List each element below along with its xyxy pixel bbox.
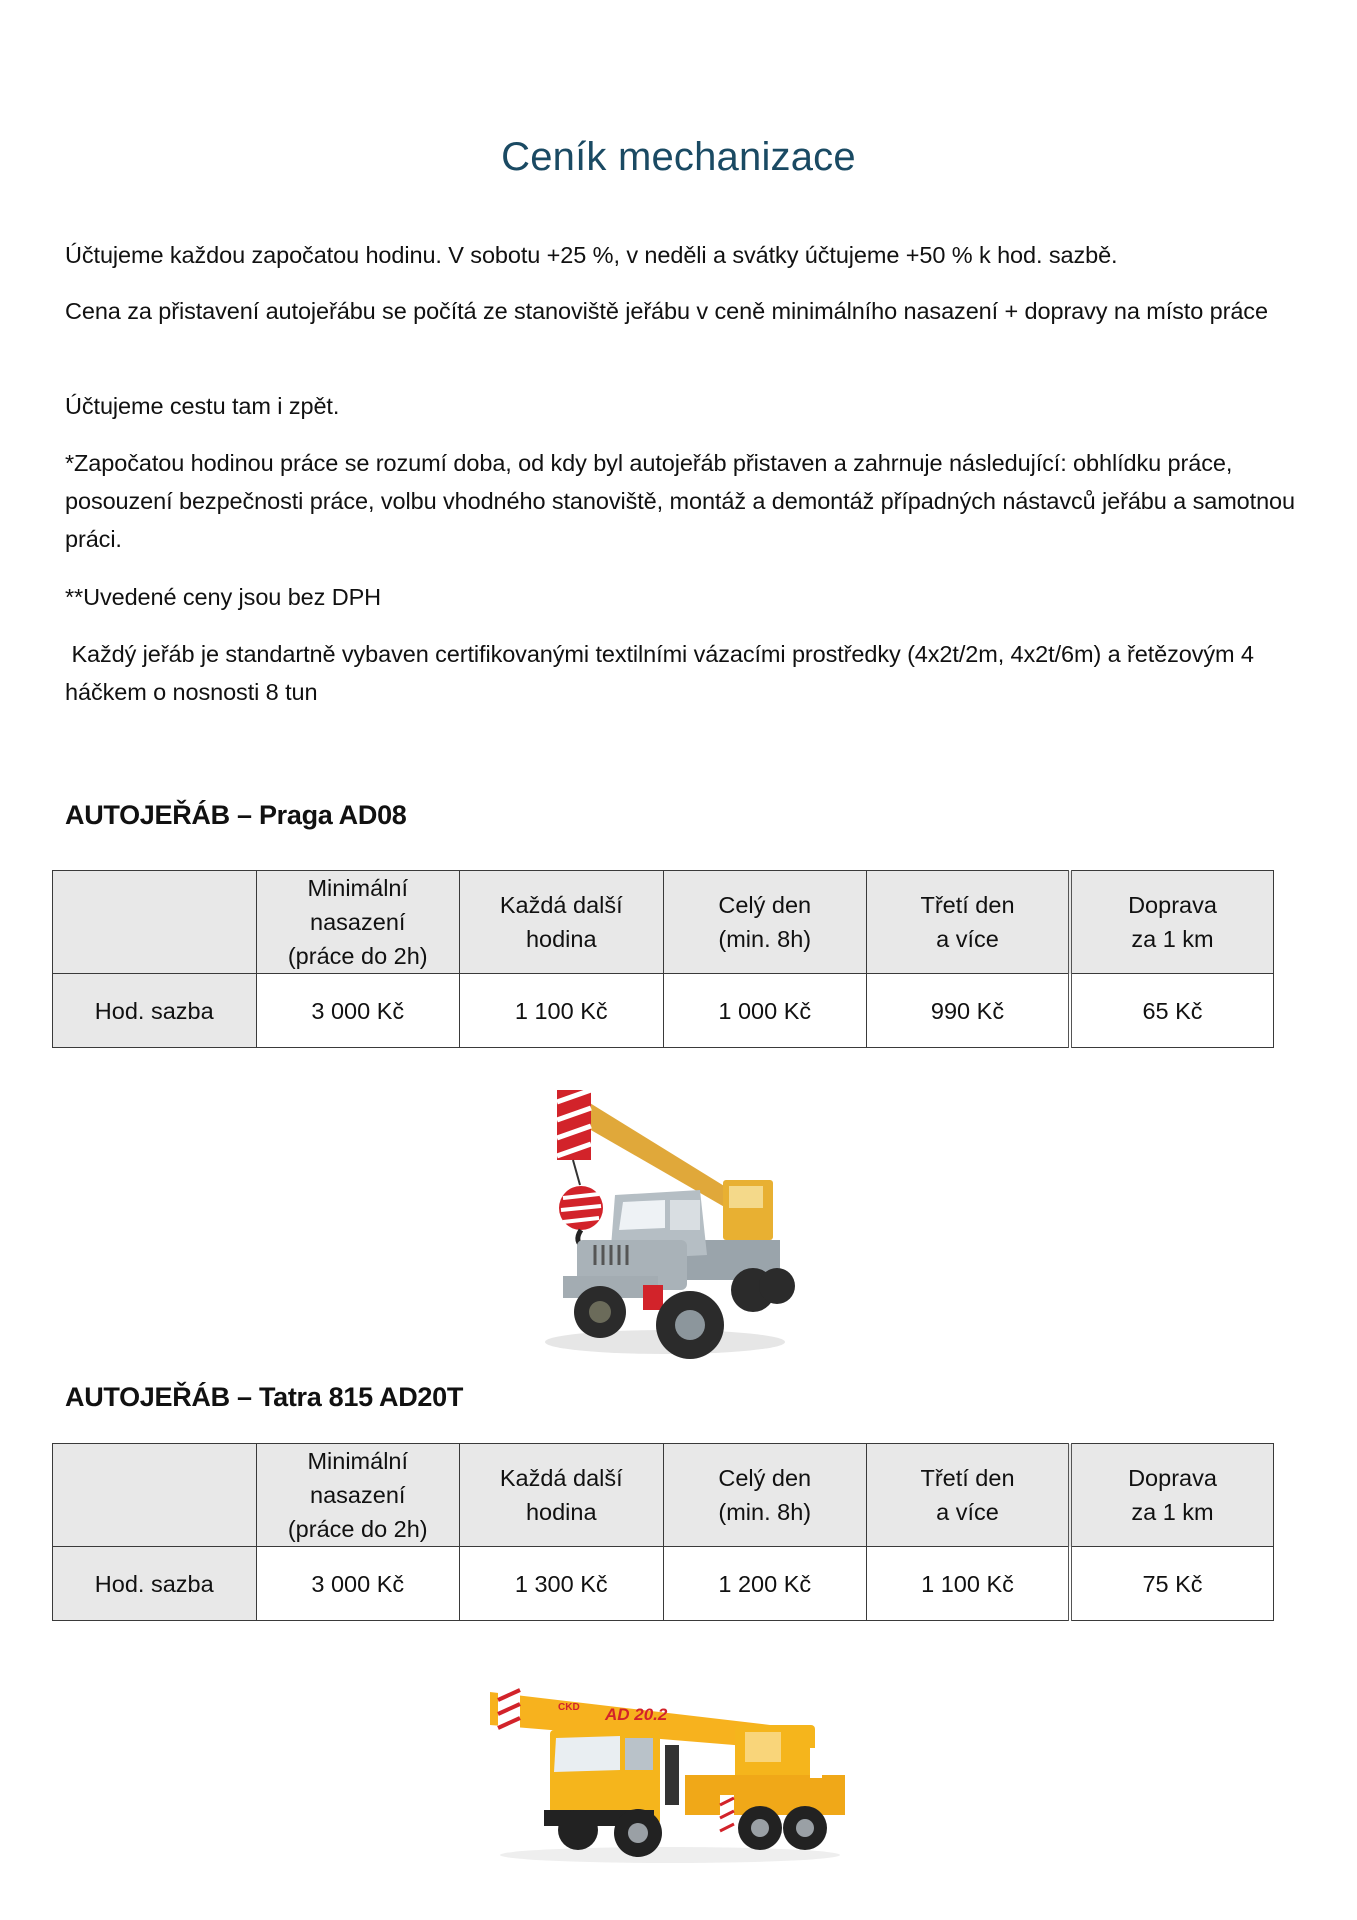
header-cell-empty <box>53 1444 257 1547</box>
exhaust-stack <box>665 1745 679 1805</box>
table-row <box>53 1547 1274 1621</box>
side-window <box>625 1738 653 1770</box>
header-cell-minimum: Minimální nasazení (práce do 2h) <box>256 1444 460 1547</box>
windshield <box>619 1200 665 1230</box>
price-third-day: 1 100 Kč <box>867 1547 1071 1621</box>
section-heading-tatra: AUTOJEŘÁB – Tatra 815 AD20T <box>65 1382 464 1412</box>
front-wheel-left <box>558 1810 598 1850</box>
price-full-day: 1 200 Kč <box>663 1547 867 1621</box>
header-cell-transport: Doprava za 1 km <box>1070 871 1274 974</box>
price-extra-hour: 1 100 Kč <box>460 974 664 1048</box>
section-heading-praga: AUTOJEŘÁB – Praga AD08 <box>65 800 407 830</box>
windshield <box>554 1736 620 1772</box>
header-cell-empty <box>53 871 257 974</box>
paragraph-round-trip: Účtujeme cestu tam i zpět. <box>65 393 340 419</box>
praga-crane-illustration <box>515 1080 795 1370</box>
header-cell-third-day: Třetí den a více <box>867 1444 1071 1547</box>
header-cell-full-day: Celý den (min. 8h) <box>663 871 867 974</box>
header-cell-third-day: Třetí den a více <box>867 871 1071 974</box>
tatra-crane-illustration <box>470 1670 860 1870</box>
price-minimum: 3 000 Kč <box>256 974 460 1048</box>
row-label: Hod. sazba <box>53 974 257 1048</box>
price-table-tatra <box>52 1443 1274 1621</box>
outrigger-marker <box>810 1748 822 1778</box>
paragraph-delivery: Cena za přistavení autojeřábu se počítá ze stanoviště jeřábu v ceně minimálního nasazení + dopravy na místo práce <box>65 298 1268 324</box>
crane-image-tatra <box>470 1670 860 1870</box>
rear-wheel-2 <box>759 1268 795 1304</box>
boom-model-label: AD 20.2 <box>605 1705 668 1724</box>
side-window <box>670 1200 700 1230</box>
price-extra-hour: 1 300 Kč <box>460 1547 664 1621</box>
price-full-day: 1 000 Kč <box>663 974 867 1048</box>
boom-brand-label: CKD <box>558 1702 580 1713</box>
price-minimum: 3 000 Kč <box>256 1547 460 1621</box>
paragraph-hour-definition: *Započatou hodinou práce se rozumí doba, od kdy byl autojeřáb přistaven a zahrnuje následující: obhlídku práce, posouzení bezpečnosti práce, volbu vhodného stanoviště, montáž a demontáž případných nástavců jeřábu a samotnou práci. <box>65 450 1295 552</box>
header-cell-extra-hour: Každá další hodina <box>460 871 664 974</box>
header-cell-full-day: Celý den (min. 8h) <box>663 1444 867 1547</box>
price-transport: 75 Kč <box>1070 1547 1274 1621</box>
hook-cable <box>573 1160 580 1185</box>
table-header-row <box>53 871 1274 974</box>
header-cell-extra-hour: Každá další hodina <box>460 1444 664 1547</box>
page-title: Ceník mechanizace <box>501 134 856 179</box>
table-row <box>53 974 1274 1048</box>
paragraph-equipment: Každý jeřáb je standartně vybaven certifikovanými textilními vázacími prostředky (4x2t/2m, 4x2t/6m) a řetězovým 4 háčkem o nosnosti 8 tun <box>65 641 1261 705</box>
paragraph-billing: Účtujeme každou započatou hodinu. V sobotu +25 %, v neděli a svátky účtujeme +50 % k hod. sazbě. <box>65 242 1118 268</box>
price-table-praga <box>52 870 1274 1048</box>
operator-cabin-window <box>745 1732 781 1762</box>
row-label: Hod. sazba <box>53 1547 257 1621</box>
header-cell-transport: Doprava za 1 km <box>1070 1444 1274 1547</box>
operator-cabin-window <box>729 1186 763 1208</box>
ground-shadow <box>500 1847 840 1863</box>
table-header-row <box>53 1444 1274 1547</box>
price-third-day: 990 Kč <box>867 974 1071 1048</box>
fender-marker <box>643 1285 663 1310</box>
header-cell-minimum: Minimální nasazení (práce do 2h) <box>256 871 460 974</box>
paragraph-vat-note: **Uvedené ceny jsou bez DPH <box>65 584 382 610</box>
price-transport: 65 Kč <box>1070 974 1274 1048</box>
crane-image-praga <box>515 1080 795 1370</box>
